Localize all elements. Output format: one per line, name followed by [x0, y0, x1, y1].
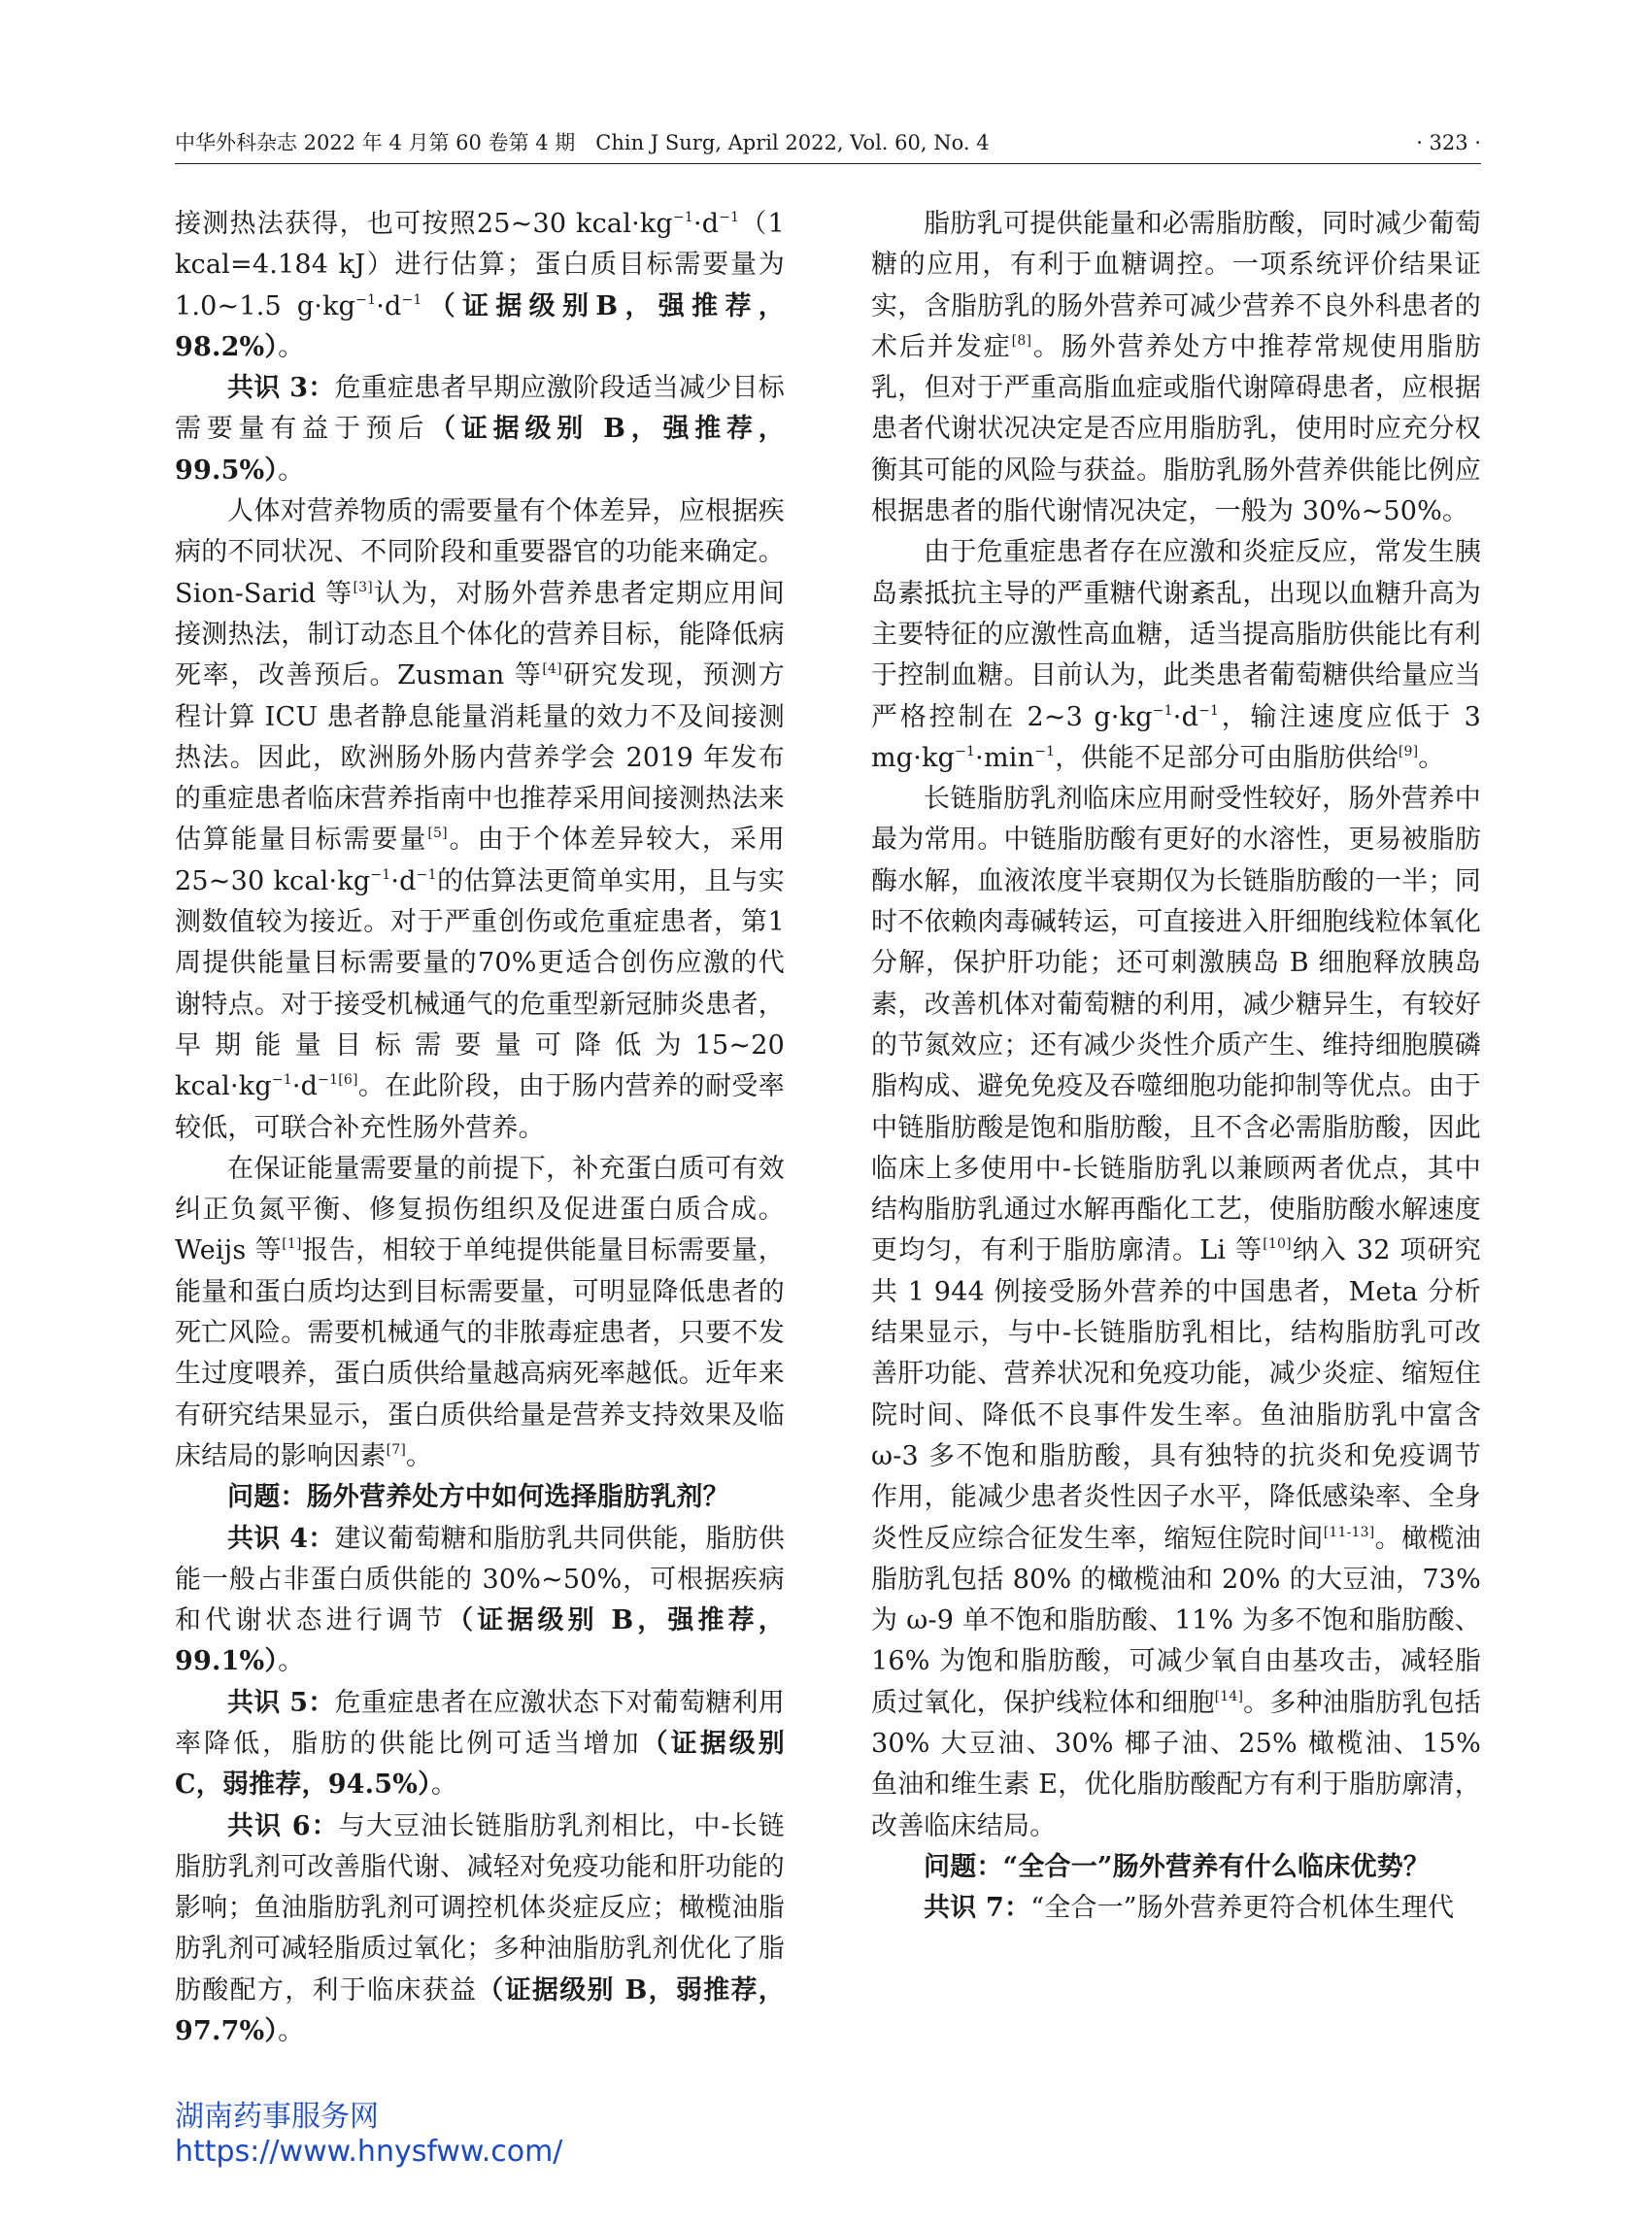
text-run: 危重症患者早期应激阶段适当减少目标需要量有益于预后: [175, 373, 786, 445]
paragraph: [175, 1149, 785, 1477]
superscript: −1: [355, 291, 377, 308]
text-run: 认为，对肠外营养患者定期应用间接测热法，制订动态且个体化的营养目标，能降低病死率，改善预后。Zusman 等: [175, 578, 785, 691]
superscript: −1: [1152, 702, 1173, 719]
superscript: −1: [370, 866, 391, 883]
text-run: 接测热法获得，也可按照25~30 kcal·kg: [175, 209, 673, 239]
text-run: ·d: [1172, 701, 1199, 732]
running-header: [175, 126, 1481, 164]
paragraph: [871, 1888, 1481, 1929]
text-run: ·d: [390, 865, 417, 896]
superscript: −1[6]: [318, 1072, 358, 1089]
text-run: 。: [278, 331, 305, 362]
text-run: 。: [278, 455, 305, 486]
superscript: −1: [401, 291, 422, 308]
text-run: 危重症患者在应激状态下对葡萄糖利用率降低，脂肪的供能比例可适当增加: [175, 1687, 786, 1759]
watermark-url[interactable]: https://www.hnysfww.com/: [175, 2135, 563, 2169]
bold-text: 共识 5：: [227, 1687, 335, 1718]
text-run: 研究发现，预测方程计算 ICU 患者静息能量消耗量的效力不及间接测热法。因此，欧洲肠外肠内营养学会 2019 年发布的重症患者临床营养指南中也推荐采用间接测热法来估算能量目标需要量: [175, 660, 785, 856]
bold-text: 共识 6：: [227, 1810, 339, 1841]
text-run: 建议葡萄糖和脂肪乳共同供能，脂肪供能一般占非蛋白质供能的 30%~50%，可根据疾病和代谢状态进行调节: [175, 1523, 786, 1636]
bold-text: （证据级别 B，强推荐，99.5%）: [175, 414, 785, 486]
superscript: −1: [719, 210, 740, 225]
bold-text: 共识 3：: [227, 373, 335, 404]
superscript: −1: [1034, 743, 1056, 759]
left-text-column: [175, 204, 785, 2052]
paragraph: [871, 532, 1481, 779]
paragraph: [871, 1847, 1481, 1888]
text-run: 。: [406, 1440, 433, 1471]
paragraph: [175, 1519, 785, 1683]
text-run: 。橄榄油脂肪乳包括 80% 的橄榄油和 20% 的大豆油，73% 为 ω-9 单不饱和脂肪酸、11% 为多不饱和脂肪酸、16% 为饱和脂肪酸，可减少氧自由基攻击，减轻脂质过氧化，保护线粒体和细胞: [871, 1523, 1481, 1718]
text-run: 。: [430, 1770, 458, 1801]
text-run: 。: [278, 2016, 305, 2047]
superscript: [1]: [282, 1236, 302, 1253]
watermark-site-name: 湖南药事服务网: [175, 2100, 379, 2134]
paragraph: [871, 204, 1481, 532]
superscript: [5]: [427, 826, 448, 842]
bold-text: （证据级别 B，强推荐，99.1%）: [175, 1605, 785, 1677]
text-run: 。肠外营养处方中推荐常规使用脂肪乳，但对于严重高脂血症或脂代谢障碍患者，应根据患者代谢状况决定是否应用脂肪乳，使用时应充分权衡其可能的风险与获益。脂肪乳肠外营养供能比例应根据患者的脂代谢情况决定，一般为 30%~50%。: [871, 331, 1482, 527]
text-run: （1 kcal=4.184 kJ）进行估算；蛋白质目标需要量为 1.0~1.5 g·kg: [175, 209, 785, 321]
text-run: 。由于个体差异较大，采用25~30 kcal·kg: [175, 825, 785, 896]
text-run: 。多种油脂肪乳包括 30% 大豆油、30% 椰子油、25% 橄榄油、15% 鱼油和维生素 E，优化脂肪酸配方有利于脂肪廓清，改善临床结局。: [871, 1687, 1481, 1841]
paragraph: [175, 1806, 785, 2053]
paragraph: [175, 491, 785, 1149]
text-run: 。在此阶段，由于肠内营养的耐受率较低，可联合补充性肠外营养。: [175, 1071, 785, 1143]
text-run: 人体对营养物质的需要量有个体差异，应根据疾病的不同状况、不同阶段和重要器官的功能来确定。Sion-Sarid 等: [175, 496, 785, 609]
bold-text: （证据级别B，强推荐，98.2%）: [175, 290, 785, 362]
superscript: [14]: [1214, 1688, 1244, 1704]
superscript: [4]: [542, 661, 562, 678]
superscript: −1: [271, 1072, 292, 1089]
paragraph: [175, 1683, 785, 1806]
text-run: 。: [278, 1646, 305, 1677]
text-run: 的估算法更简单实用，且与实测数值较为接近。对于严重创伤或危重症患者，第1周提供能量目标需要量的70%更适合创伤应激的代谢特点。对于接受机械通气的危重型新冠肺炎患者，早期能量目标需要量可降低为15~20 kcal·kg: [175, 865, 785, 1102]
bold-text: （证据级别 C，弱推荐，94.5%）: [175, 1728, 785, 1801]
bold-text: （证据级别 B，弱推荐，97.7%）: [175, 1974, 786, 2047]
text-run: 长链脂肪乳剂临床应用耐受性较好，肠外营养中最为常用。中链脂肪酸有更好的水溶性，更易被脂肪酶水解，血液浓度半衰期仅为长链脂肪酸的一半；同时不依赖肉毒碱转运，可直接进入肝细胞线粒体氧化分解，保护肝功能；还可刺激胰岛 B 细胞释放胰岛素，改善机体对葡萄糖的利用，减少糖异生，有较好的节氮效应；还有减少炎性介质产生、维持细胞膜磷脂构成、避免免疫及吞噬细胞功能抑制等优点。由于中链脂肪酸是饱和脂肪酸，且不含必需脂肪酸，因此临床上多使用中-长链脂肪乳以兼顾两者优点，其中结构脂肪乳通过水解再酯化工艺，使脂肪酸水解速度更均匀，有利于脂肪廓清。Li 等: [871, 784, 1481, 1266]
bold-text: 问题：肠外营养处方中如何选择脂肪乳剂？: [227, 1482, 729, 1513]
superscript: −1: [955, 743, 976, 759]
paragraph: [175, 368, 785, 491]
text-run: 在保证能量需要量的前提下，补充蛋白质可有效纠正负氮平衡、修复损伤组织及促进蛋白质合成。Weijs 等: [175, 1153, 785, 1266]
bold-text: 共识 7：: [924, 1893, 1031, 1924]
superscript: −1: [1198, 702, 1220, 719]
text-run: ，供能不足部分可由脂肪供给: [1055, 742, 1399, 773]
paragraph: [871, 779, 1481, 1847]
superscript: −1: [672, 210, 693, 225]
superscript: −1: [416, 866, 437, 883]
superscript: [7]: [386, 1441, 407, 1458]
text-run: ·min: [975, 742, 1035, 773]
bold-text: 共识 4：: [227, 1523, 335, 1554]
watermark: [175, 2100, 562, 2170]
page-number: · 323 ·: [1416, 131, 1481, 154]
text-run: ·d: [291, 1071, 319, 1102]
superscript: [10]: [1263, 1236, 1292, 1253]
text-run: ，输注速度应低于 3 mg·kg: [871, 701, 1481, 773]
text-run: 纳入 32 项研究共 1 944 例接受肠外营养的中国患者，Meta 分析结果显示，与中-长链脂肪乳相比，结构脂肪乳可改善肝功能、营养状况和免疫功能，减少炎症、缩短住院时间、降低不良事件发生率。鱼油脂肪乳中富含 ω-3 多不饱和脂肪酸，具有独特的抗炎和免疫调节作用，能减少患者炎性因子水平，降低感染率、全身炎性反应综合征发生率，缩短住院时间: [871, 1235, 1481, 1554]
text-run: ·d: [376, 290, 402, 321]
journal-info: 中华外科杂志 2022 年 4 月第 60 卷第 4 期 Chin J Surg, April 2022, Vol. 60, No. 4: [175, 131, 990, 154]
bold-text: 问题：“全合一”肠外营养有什么临床优势？: [924, 1851, 1431, 1882]
superscript: [3]: [353, 579, 373, 595]
right-text-column: [871, 204, 1481, 1929]
paragraph: [175, 1477, 785, 1518]
text-run: 由于危重症患者存在应激和炎症反应，常发生胰岛素抵抗主导的严重糖代谢紊乱，出现以血糖升高为主要特征的应激性高血糖，适当提高脂肪供能比有利于控制血糖。目前认为，此类患者葡萄糖供给量应当严格控制在 2~3 g·kg: [871, 537, 1481, 732]
text-run: 。: [1418, 742, 1445, 773]
paragraph: [175, 204, 785, 368]
text-run: “全合一”肠外营养更符合机体生理代: [1030, 1893, 1455, 1924]
text-run: 报告，相较于单纯提供能量目标需要量，能量和蛋白质均达到目标需要量，可明显降低患者的死亡风险。需要机械通气的非脓毒症患者，只要不发生过度喂养，蛋白质供给量越高病死率越低。近年来有研究结果显示，蛋白质供给量是营养支持效果及临床结局的影响因素: [175, 1235, 785, 1471]
text-run: 脂肪乳可提供能量和必需脂肪酸，同时减少葡萄糖的应用，有利于血糖调控。一项系统评价结果证实，含脂肪乳的肠外营养可减少营养不良外科患者的术后并发症: [871, 209, 1481, 362]
superscript: [9]: [1398, 743, 1419, 759]
superscript: [11-13]: [1323, 1524, 1375, 1540]
text-run: ·d: [692, 209, 720, 239]
text-run: 与大豆油长链脂肪乳剂相比，中-长链脂肪乳剂可改善脂代谢、减轻对免疫功能和肝功能的影响；鱼油脂肪乳剂可调控机体炎症反应；橄榄油脂肪乳剂可减轻脂质过氧化；多种油脂肪乳剂优化了脂肪酸配方，利于临床获益: [175, 1810, 785, 2006]
superscript: [8]: [1011, 332, 1032, 349]
